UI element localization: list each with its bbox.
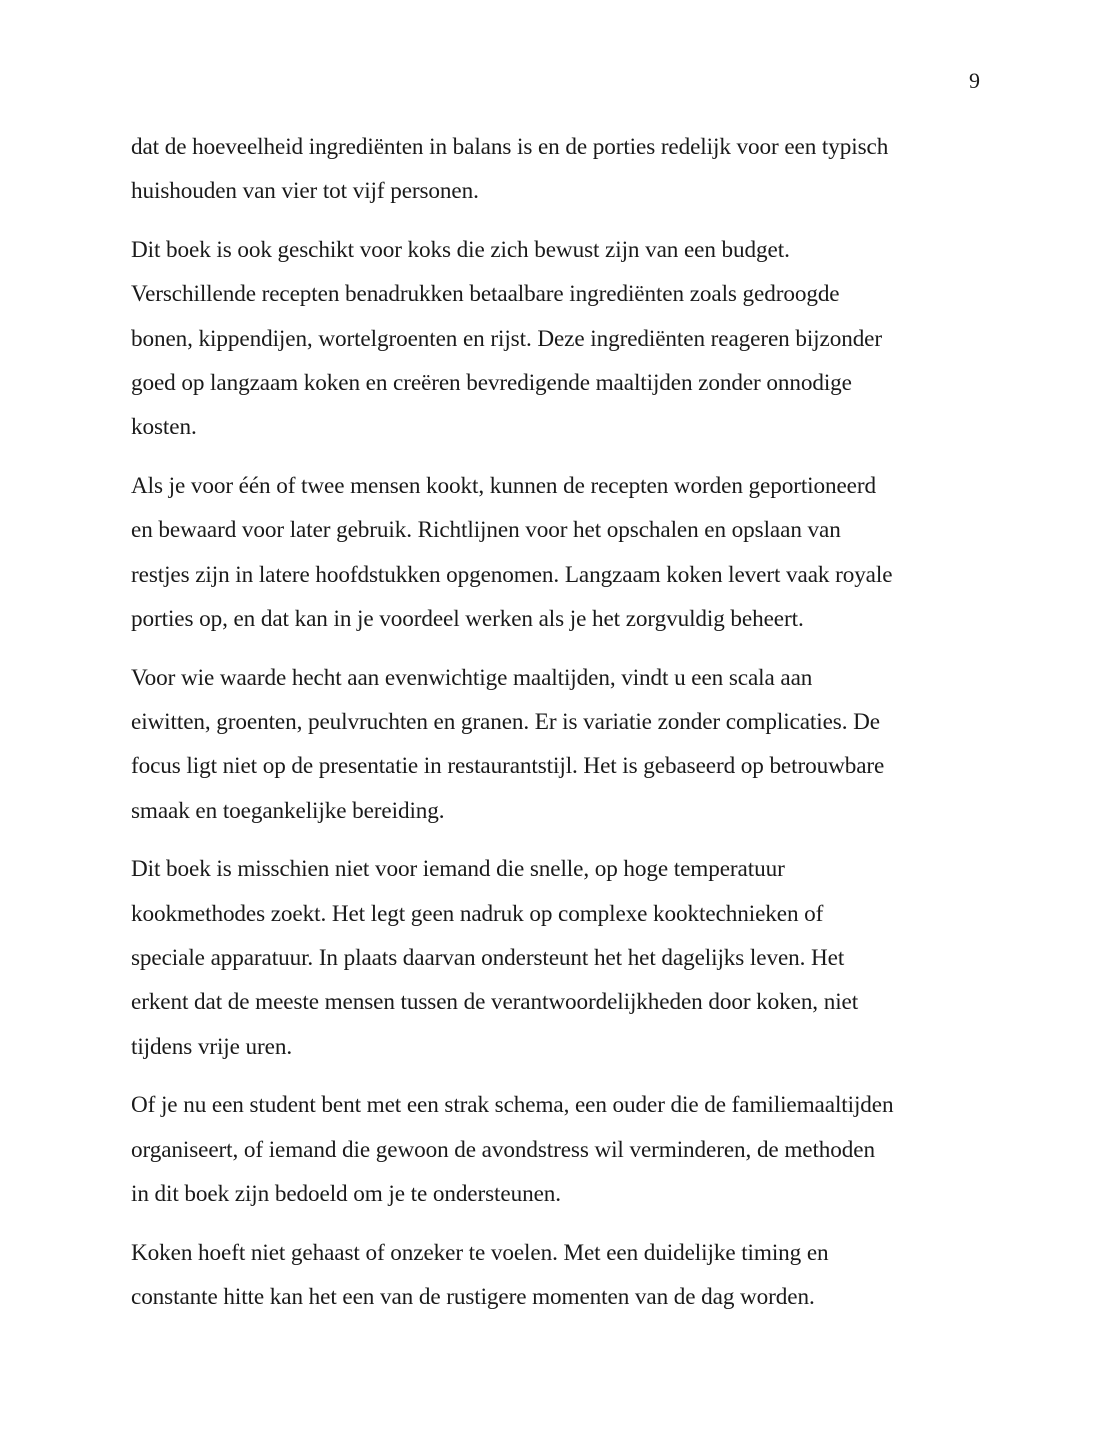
text-line: en bewaard voor later gebruik. Richtlijnen voor het opschalen en opslaan van [131,517,841,544]
paragraph [131,1083,983,1216]
text-line: erkent dat de meeste mensen tussen de verantwoordelijkheden door koken, niet [131,989,859,1016]
text-line: dat de hoeveelheid ingrediënten in balans is en de porties redelijk voor een typisch [131,134,889,160]
text-line: constante hitte kan het een van de rustigere momenten van de dag worden. [131,1284,815,1311]
paragraph [131,125,983,214]
paragraph [131,1231,983,1320]
text-line: eiwitten, groenten, peulvruchten en granen. Er is variatie zonder complicaties. De [131,709,880,736]
text-line: bonen, kippendijen, wortelgroenten en rijst. Deze ingrediënten reageren bijzonder [131,325,882,352]
text-line: porties op, en dat kan in je voordeel werken als je het zorgvuldig beheert. [131,605,804,632]
text-line: huishouden van vier tot vijf personen. [131,178,479,205]
text-line: kookmethodes zoekt. Het legt geen nadruk op complexe kooktechnieken of [131,900,824,927]
text-line: kosten. [131,414,197,441]
text-line: Koken hoeft niet gehaast of onzeker te voelen. Met een duidelijke timing en [131,1239,829,1266]
text-line: in dit boek zijn bedoeld om je te ondersteunen. [131,1181,561,1208]
text-line: smaak en toegankelijke bereiding. [131,797,445,824]
text-line: Dit boek is ook geschikt voor koks die zich bewust zijn van een budget. [131,237,790,264]
text-line: goed op langzaam koken en creëren bevredigende maaltijden zonder onnodige [131,369,852,396]
paragraph [131,228,983,449]
body-text [131,125,983,1334]
text-line: speciale apparatuur. In plaats daarvan ondersteunt het het dagelijks leven. Het [131,945,845,972]
paragraph [131,847,983,1068]
text-line: tijdens vrije uren. [131,1033,293,1060]
text-line: Verschillende recepten benadrukken betaalbare ingrediënten zoals gedroogde [131,281,840,308]
text-line: organiseert, of iemand die gewoon de avondstress wil verminderen, de methoden [131,1136,875,1163]
text-line: Als je voor één of twee mensen kookt, kunnen de recepten worden geportioneerd [131,473,876,500]
text-line: Dit boek is misschien niet voor iemand die snelle, op hoge temperatuur [131,856,785,883]
text-line: Voor wie waarde hecht aan evenwichtige maaltijden, vindt u een scala aan [131,664,813,691]
text-line: restjes zijn in latere hoofdstukken opgenomen. Langzaam koken levert vaak royale [131,561,893,588]
text-line: focus ligt niet op de presentatie in restaurantstijl. Het is gebaseerd op betrouwbare [131,753,885,780]
page-number: 9 [969,68,980,93]
paragraph [131,656,983,833]
paragraph [131,464,983,641]
text-line: Of je nu een student bent met een strak schema, een ouder die de familiemaaltijden [131,1092,894,1119]
